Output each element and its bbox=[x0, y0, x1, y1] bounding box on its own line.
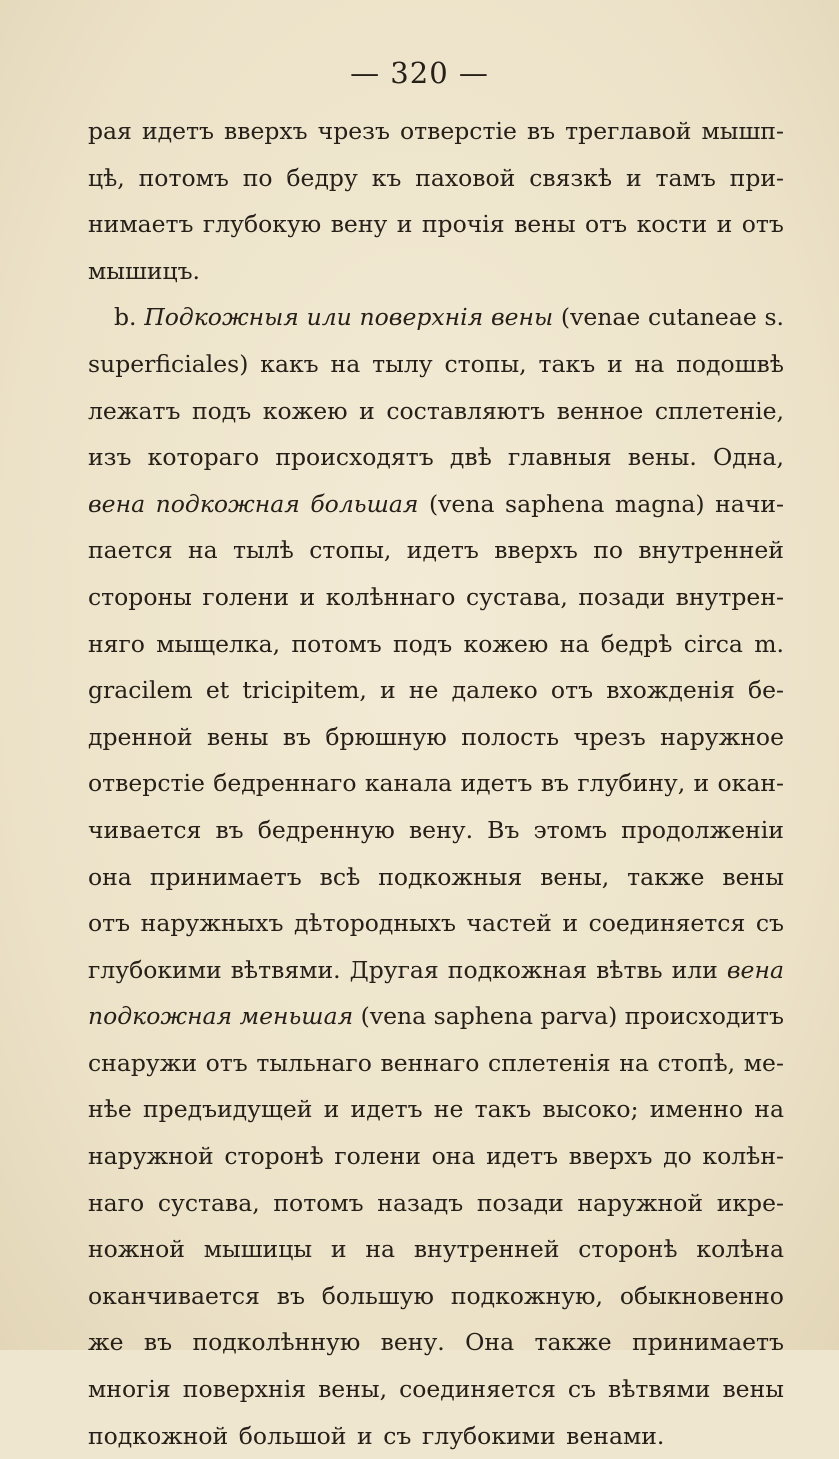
word: подъ bbox=[191, 396, 252, 425]
word: къ bbox=[371, 163, 402, 192]
word: вверхъ bbox=[568, 1142, 653, 1171]
text-line bbox=[88, 621, 784, 668]
word: вверхъ bbox=[494, 536, 578, 565]
text-line bbox=[88, 667, 784, 714]
word: чрезъ bbox=[317, 117, 390, 145]
word: подкожная bbox=[155, 489, 300, 518]
word: s. bbox=[764, 303, 784, 332]
word: тылу bbox=[372, 349, 433, 378]
word: и bbox=[330, 1235, 347, 1264]
word: оканчивается bbox=[88, 1281, 260, 1310]
word: magna) bbox=[614, 489, 705, 518]
word: икре- bbox=[716, 1188, 784, 1217]
word: паховой bbox=[415, 163, 516, 192]
word: подкожной bbox=[88, 1421, 229, 1450]
page-number: — 320 — bbox=[350, 56, 489, 90]
word: обыкновенно bbox=[619, 1281, 784, 1310]
word: съ bbox=[567, 1375, 596, 1404]
word: стопѣ, bbox=[657, 1048, 736, 1077]
word: какъ bbox=[260, 349, 319, 378]
word: котораго bbox=[147, 443, 260, 472]
word: окан- bbox=[717, 769, 784, 798]
word: также bbox=[534, 1328, 612, 1357]
text-line bbox=[88, 854, 784, 901]
word: вѣтвями. bbox=[230, 955, 341, 984]
word: saphena bbox=[433, 1002, 533, 1031]
word: сустава, bbox=[465, 582, 568, 611]
word: мышп- bbox=[701, 117, 784, 145]
text-line bbox=[88, 294, 784, 341]
text-line bbox=[88, 993, 784, 1040]
word: глубокими bbox=[88, 955, 222, 984]
text-line bbox=[88, 1226, 784, 1273]
word: наго bbox=[88, 1188, 145, 1217]
word: и bbox=[625, 163, 642, 192]
word: дренной bbox=[88, 722, 193, 751]
word: происходятъ bbox=[275, 443, 434, 472]
word: изъ bbox=[88, 443, 132, 472]
word: наружное bbox=[660, 722, 784, 751]
word: не bbox=[408, 676, 439, 705]
word: составляютъ bbox=[386, 396, 546, 425]
word: лежатъ bbox=[88, 396, 181, 425]
word: по bbox=[242, 163, 273, 192]
word: наружной bbox=[577, 1188, 703, 1217]
word: предъидущей bbox=[142, 1095, 313, 1124]
word: венами. bbox=[566, 1421, 665, 1450]
word: колѣна bbox=[696, 1235, 784, 1264]
word: бе- bbox=[747, 676, 784, 705]
word: соединяется bbox=[399, 1375, 556, 1404]
word: вены. bbox=[627, 443, 697, 472]
word: назадъ bbox=[377, 1188, 464, 1217]
word: голени bbox=[202, 582, 290, 611]
word: въ bbox=[540, 769, 570, 798]
word: веннаго bbox=[380, 1048, 480, 1077]
word: tricipitem, bbox=[242, 676, 367, 705]
word: отъ bbox=[585, 210, 628, 239]
text-line bbox=[88, 807, 784, 854]
word: superficiales) bbox=[88, 349, 249, 378]
word: вены bbox=[514, 210, 576, 239]
word: потомъ bbox=[291, 629, 382, 658]
word: съ bbox=[755, 909, 784, 938]
word: поверхнія bbox=[359, 303, 484, 332]
word: главныя bbox=[507, 443, 612, 472]
text-line bbox=[88, 481, 784, 528]
word: колѣннаго bbox=[325, 582, 456, 611]
word: подошвѣ bbox=[676, 349, 784, 378]
word: и bbox=[562, 909, 579, 938]
word: saphena bbox=[505, 489, 605, 518]
text-line bbox=[88, 1180, 784, 1227]
word: или bbox=[306, 303, 352, 332]
word: треглавой bbox=[565, 117, 692, 145]
word: parva) bbox=[540, 1002, 618, 1031]
word: въ bbox=[143, 1328, 173, 1357]
word: вены bbox=[722, 862, 784, 891]
word: именно bbox=[649, 1095, 744, 1124]
word: меньшая bbox=[239, 1002, 354, 1031]
word: до bbox=[663, 1142, 692, 1171]
word: же bbox=[88, 1328, 124, 1357]
word: брюшную bbox=[325, 722, 447, 751]
word: въ bbox=[215, 815, 244, 844]
word: и bbox=[359, 396, 375, 425]
word: она bbox=[88, 862, 132, 891]
word: позади bbox=[476, 1188, 564, 1217]
text-line bbox=[88, 201, 784, 248]
word: отверстіе bbox=[399, 117, 517, 145]
word: ме- bbox=[743, 1048, 784, 1077]
word: cutaneae bbox=[648, 303, 757, 332]
word: (vena bbox=[360, 1002, 427, 1031]
text-line bbox=[88, 1040, 784, 1087]
word: колѣн- bbox=[702, 1142, 784, 1171]
word: глубину, bbox=[577, 769, 686, 798]
word: не bbox=[433, 1095, 464, 1124]
word: венное bbox=[556, 396, 644, 425]
text-line bbox=[88, 1413, 784, 1459]
text-line bbox=[88, 900, 784, 947]
word: на bbox=[754, 1095, 784, 1124]
word: въ bbox=[282, 722, 312, 751]
word: ножной bbox=[88, 1235, 185, 1264]
word: (vena bbox=[428, 489, 495, 518]
word: всѣ bbox=[319, 862, 361, 891]
word: Одна, bbox=[713, 443, 784, 472]
word: на bbox=[619, 1048, 649, 1077]
word: на bbox=[330, 349, 361, 378]
word: бедренную bbox=[257, 815, 395, 844]
word: наружныхъ bbox=[140, 909, 284, 938]
word: вены, bbox=[540, 862, 610, 891]
word: нѣе bbox=[88, 1095, 132, 1124]
word: подкожная bbox=[88, 1002, 233, 1031]
text-line bbox=[88, 248, 784, 295]
word: вена bbox=[726, 955, 784, 984]
word: глубокими bbox=[421, 1421, 556, 1450]
word: кожею bbox=[262, 396, 348, 425]
word: вхожденія bbox=[606, 676, 735, 705]
word: et bbox=[205, 676, 230, 705]
word: на bbox=[365, 1235, 396, 1264]
text-line bbox=[88, 1133, 784, 1180]
word: принимаетъ bbox=[149, 862, 302, 891]
body-text bbox=[88, 108, 784, 1459]
word: отъ bbox=[741, 210, 784, 239]
word: полость bbox=[461, 722, 560, 751]
word: и bbox=[607, 349, 623, 378]
word: тыльнаго bbox=[256, 1048, 372, 1077]
word: вены, bbox=[318, 1375, 388, 1404]
word: и bbox=[396, 210, 413, 239]
word: идетъ bbox=[350, 1095, 423, 1124]
word: вену. bbox=[408, 815, 474, 844]
word: сплетеніе, bbox=[654, 396, 784, 425]
word: стопы, bbox=[444, 349, 527, 378]
word: вѣтвями bbox=[608, 1375, 711, 1404]
word: при- bbox=[729, 163, 784, 192]
word: отъ bbox=[550, 676, 594, 705]
word: двѣ bbox=[449, 443, 492, 472]
text-line bbox=[88, 1086, 784, 1133]
word: на bbox=[559, 629, 590, 658]
word: идетъ bbox=[141, 117, 214, 145]
word: идетъ bbox=[460, 769, 533, 798]
word: дѣтородныхъ bbox=[293, 909, 456, 938]
word: (venae bbox=[560, 303, 641, 332]
word: бедреннаго bbox=[213, 769, 357, 798]
word: снаружи bbox=[88, 1048, 197, 1077]
word: съ bbox=[383, 1421, 412, 1450]
word: чивается bbox=[88, 815, 202, 844]
word: на bbox=[187, 536, 218, 565]
word: подколѣнную bbox=[192, 1328, 361, 1357]
word: глубокую bbox=[202, 210, 322, 239]
text-line bbox=[88, 341, 784, 388]
word: и bbox=[299, 582, 316, 611]
word: Она bbox=[465, 1328, 515, 1357]
word: вверхъ bbox=[223, 117, 308, 145]
word: или bbox=[671, 955, 718, 984]
word: большую bbox=[321, 1281, 434, 1310]
word: происходитъ bbox=[624, 1002, 784, 1031]
word: далеко bbox=[451, 676, 538, 705]
word: большой bbox=[238, 1421, 347, 1450]
word: высоко; bbox=[542, 1095, 639, 1124]
word: соединяется bbox=[588, 909, 746, 938]
word: позади bbox=[578, 582, 666, 611]
text-line bbox=[88, 527, 784, 574]
text-line bbox=[88, 574, 784, 621]
text-line bbox=[88, 1319, 784, 1366]
word: многія bbox=[88, 1375, 171, 1404]
word: она bbox=[431, 1142, 476, 1171]
word: голени bbox=[334, 1142, 421, 1171]
word: на bbox=[634, 349, 665, 378]
word: чрезъ bbox=[573, 722, 646, 751]
text-line bbox=[88, 155, 784, 202]
word: вену. bbox=[380, 1328, 445, 1357]
word: пается bbox=[88, 536, 173, 565]
word: нимаетъ bbox=[88, 210, 194, 239]
word: отъ bbox=[88, 909, 131, 938]
text-line bbox=[88, 434, 784, 481]
word: и bbox=[693, 769, 710, 798]
word: такъ bbox=[538, 349, 596, 378]
word: канала bbox=[364, 769, 453, 798]
word: идетъ bbox=[486, 1142, 559, 1171]
word: такъ bbox=[474, 1095, 532, 1124]
word: сустава, bbox=[157, 1188, 260, 1217]
word: тамъ bbox=[655, 163, 716, 192]
word: тылѣ bbox=[233, 536, 294, 565]
word: большая bbox=[310, 489, 419, 518]
word: и bbox=[323, 1095, 340, 1124]
word: внутренней bbox=[413, 1235, 560, 1264]
word: частей bbox=[466, 909, 552, 938]
word: цѣ, bbox=[88, 163, 125, 192]
word: вены bbox=[722, 1375, 784, 1404]
word: и bbox=[357, 1421, 373, 1450]
word: начи- bbox=[715, 489, 784, 518]
word: подкожная bbox=[447, 955, 588, 984]
word: стопы, bbox=[309, 536, 392, 565]
word: по bbox=[593, 536, 624, 565]
word: m. bbox=[754, 629, 784, 658]
text-line bbox=[88, 1273, 784, 1320]
word: также bbox=[627, 862, 705, 891]
word: внутренней bbox=[638, 536, 784, 565]
word: мышицы bbox=[203, 1235, 313, 1264]
text-line bbox=[88, 388, 784, 435]
word: идетъ bbox=[406, 536, 479, 565]
word: подкожныя bbox=[378, 862, 523, 891]
word: няго bbox=[88, 629, 145, 658]
word: и bbox=[716, 210, 733, 239]
word: circa bbox=[683, 629, 743, 658]
word: вены bbox=[490, 303, 554, 332]
word: потомъ bbox=[138, 163, 229, 192]
word: b. bbox=[114, 303, 137, 332]
word: связкѣ bbox=[529, 163, 613, 192]
text-line bbox=[88, 714, 784, 761]
word: мыщелка, bbox=[156, 629, 281, 658]
word: вена bbox=[88, 489, 146, 518]
word: сторонѣ bbox=[578, 1235, 678, 1264]
word: бедру bbox=[286, 163, 358, 192]
word: поверхнія bbox=[182, 1375, 307, 1404]
word: въ bbox=[526, 117, 556, 145]
text-line bbox=[88, 760, 784, 807]
word: gracilem bbox=[88, 676, 193, 705]
word: принимаетъ bbox=[632, 1328, 784, 1357]
word: Въ bbox=[487, 815, 520, 844]
word: Другая bbox=[349, 955, 439, 984]
word: рая bbox=[88, 117, 132, 145]
word: этомъ bbox=[533, 815, 608, 844]
word: вену bbox=[330, 210, 388, 239]
word: сплетенія bbox=[488, 1048, 611, 1077]
word: Подкожныя bbox=[144, 303, 299, 332]
word: отверстіе bbox=[88, 769, 205, 798]
word: продолженіи bbox=[621, 815, 784, 844]
text-line bbox=[88, 947, 784, 994]
word: подкожную, bbox=[450, 1281, 603, 1310]
word: бедрѣ bbox=[600, 629, 673, 658]
word: внутрен- bbox=[675, 582, 784, 611]
word: вѣтвь bbox=[596, 955, 663, 984]
word: потомъ bbox=[273, 1188, 364, 1217]
word: стороны bbox=[88, 582, 192, 611]
text-line bbox=[88, 1366, 784, 1413]
word: наружной bbox=[88, 1142, 214, 1171]
word: вены bbox=[206, 722, 269, 751]
word: прочія bbox=[421, 210, 505, 239]
word: въ bbox=[276, 1281, 305, 1310]
text-line bbox=[88, 108, 784, 155]
word: и bbox=[380, 676, 396, 705]
word: сторонѣ bbox=[224, 1142, 324, 1171]
word: мышицъ. bbox=[88, 256, 201, 285]
word: кожею bbox=[463, 629, 549, 658]
word: кости bbox=[636, 210, 708, 239]
word: подъ bbox=[392, 629, 453, 658]
word: отъ bbox=[205, 1048, 248, 1077]
